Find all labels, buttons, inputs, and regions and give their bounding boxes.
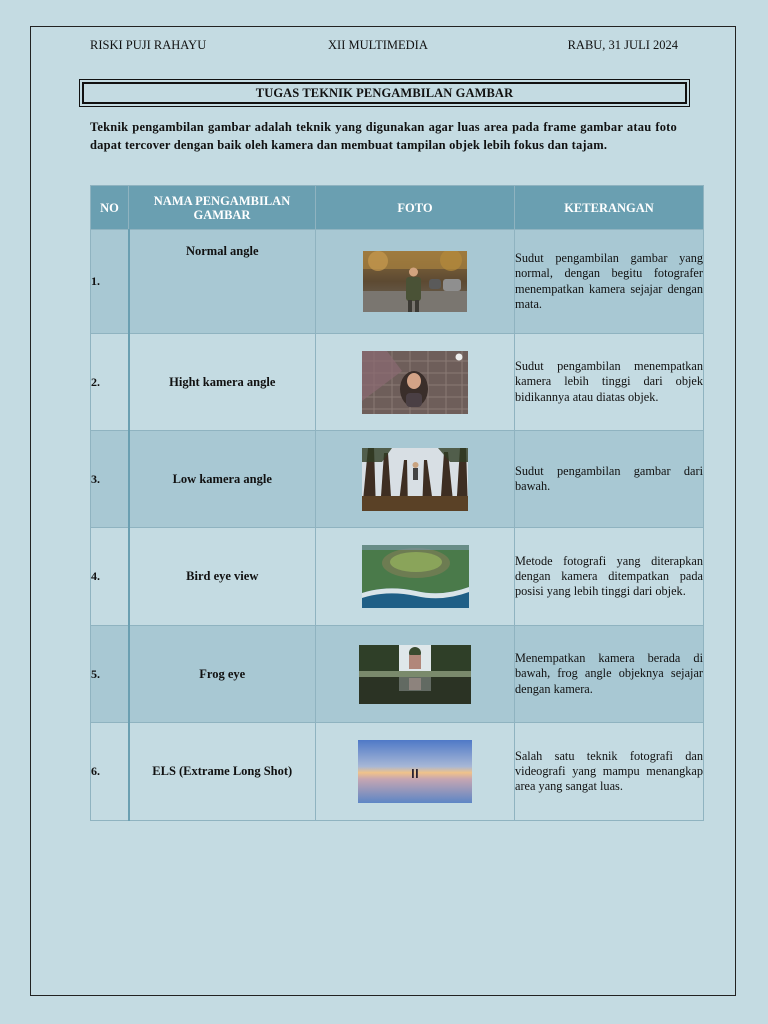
student-name: RISKI PUJI RAHAYU bbox=[90, 38, 207, 52]
photo-garden-reflection bbox=[359, 645, 471, 704]
table-row bbox=[91, 230, 704, 334]
photo-cell bbox=[316, 626, 515, 723]
technique-name: Low kamera angle bbox=[129, 431, 316, 528]
photo-cell bbox=[316, 334, 515, 431]
photo-man-standing-street bbox=[363, 251, 467, 312]
table-row bbox=[91, 626, 704, 723]
technique-name: Normal angle bbox=[129, 230, 316, 334]
photo-cell bbox=[316, 723, 515, 821]
table-row bbox=[91, 528, 704, 626]
document-title: TUGAS TEKNIK PENGAMBILAN GAMBAR bbox=[82, 82, 687, 104]
row-number: 1. bbox=[91, 230, 129, 334]
table-row bbox=[91, 723, 704, 821]
row-number: 5. bbox=[91, 626, 129, 723]
technique-description: Metode fotografi yang diterapkan dengan kamera ditempatkan pada posisi yang lebih tinggi dari objek. bbox=[515, 528, 704, 626]
row-number: 6. bbox=[91, 723, 129, 821]
student-class: XII MULTIMEDIA bbox=[328, 38, 428, 52]
photo-cell bbox=[316, 230, 515, 334]
technique-name: ELS (Extrame Long Shot) bbox=[129, 723, 316, 821]
document-header bbox=[90, 38, 678, 54]
technique-description: Salah satu teknik fotografi dan videografi yang mampu menangkap area yang sangat luas. bbox=[515, 723, 704, 821]
row-number: 2. bbox=[91, 334, 129, 431]
technique-description: Menempatkan kamera berada di bawah, frog angle objeknya sejajar dengan kamera. bbox=[515, 626, 704, 723]
title-box bbox=[79, 79, 690, 107]
table-header-row bbox=[91, 186, 704, 230]
technique-name: Bird eye view bbox=[129, 528, 316, 626]
table-row bbox=[91, 431, 704, 528]
techniques-table bbox=[90, 185, 704, 821]
technique-description: Sudut pengambilan gambar yang normal, dengan begitu fotografer menempatkan kamera sejajar dengan mata. bbox=[515, 230, 704, 334]
intro-paragraph: Teknik pengambilan gambar adalah teknik yang digunakan agar luas area pada frame gambar atau foto dapat tercover dengan baik oleh kamera dan membuat tampilan objek lebih fokus dan tajam. bbox=[90, 120, 677, 152]
row-number: 4. bbox=[91, 528, 129, 626]
document-date: RABU, 31 JULI 2024 bbox=[567, 38, 678, 52]
col-header-photo: FOTO bbox=[316, 186, 515, 230]
technique-name: Hight kamera angle bbox=[129, 334, 316, 431]
photo-woman-from-above bbox=[362, 351, 468, 414]
table-row bbox=[91, 334, 704, 431]
col-header-desc: KETERANGAN bbox=[515, 186, 704, 230]
technique-name: Frog eye bbox=[129, 626, 316, 723]
photo-forest-from-below bbox=[362, 448, 468, 511]
photo-cell bbox=[316, 528, 515, 626]
photo-sunset-horizon bbox=[358, 740, 472, 803]
col-header-name: NAMA PENGAMBILAN GAMBAR bbox=[129, 186, 316, 230]
technique-description: Sudut pengambilan menempatkan kamera lebih tinggi dari objek bidikannya atau diatas objek. bbox=[515, 334, 704, 431]
technique-description: Sudut pengambilan gambar dari bawah. bbox=[515, 431, 704, 528]
photo-crater-aerial bbox=[362, 545, 469, 608]
col-header-no: NO bbox=[91, 186, 129, 230]
photo-cell bbox=[316, 431, 515, 528]
row-number: 3. bbox=[91, 431, 129, 528]
